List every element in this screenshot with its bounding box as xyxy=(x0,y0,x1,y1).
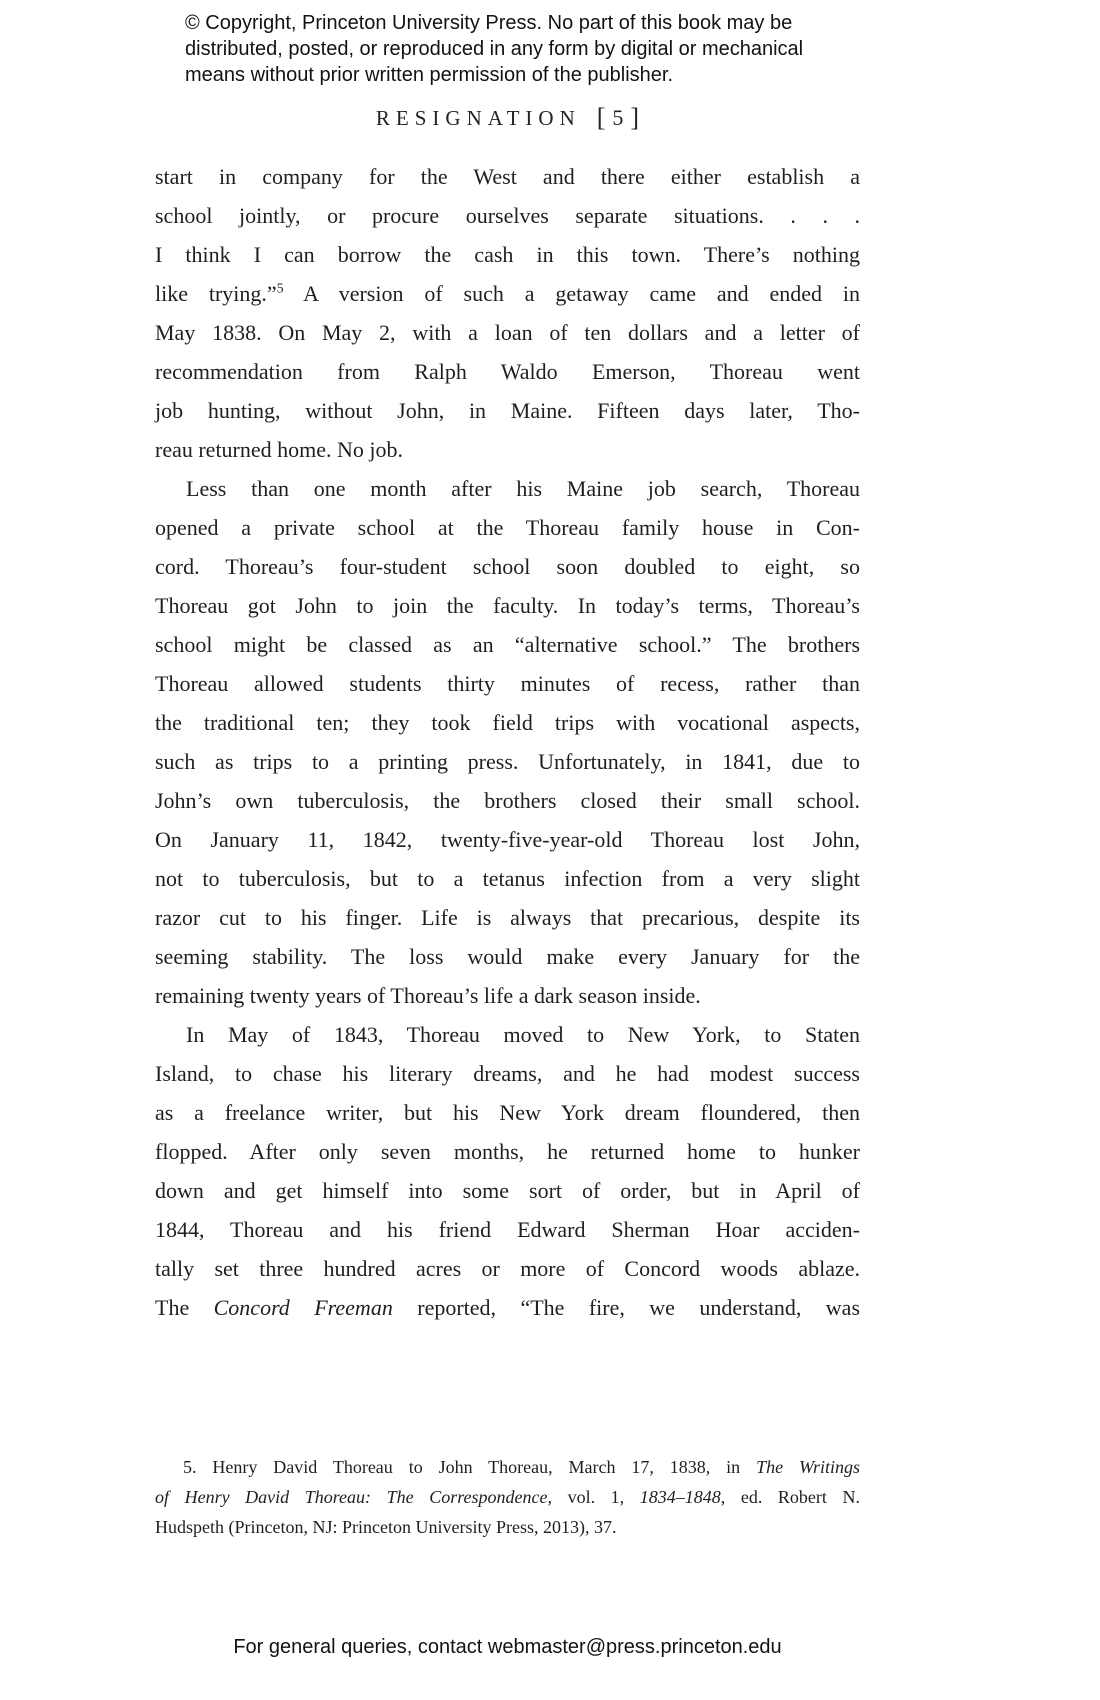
footer-text: For general queries, contact webmaster@press.princeton.edu xyxy=(233,1636,782,1658)
text-line: reau returned home. No job. xyxy=(155,437,404,462)
text-line: © Copyright, Princeton University Press. No part of this book may be xyxy=(185,12,793,34)
text-line: down and get himself into some sort of order, but in April of xyxy=(155,1178,860,1203)
paragraph xyxy=(155,1452,860,1542)
text-line: Thoreau got John to join the faculty. In today’s terms, Thoreau’s xyxy=(155,593,860,618)
paragraph xyxy=(185,10,865,88)
paragraph xyxy=(155,469,860,1015)
text-line: razor cut to his finger. Life is always that precarious, despite its xyxy=(155,905,860,930)
text-line: not to tuberculosis, but to a tetanus infection from a very slight xyxy=(155,866,860,891)
page-number: 5 xyxy=(612,105,624,130)
paragraph xyxy=(155,1015,860,1327)
text-line: recommendation from Ralph Waldo Emerson, Thoreau went xyxy=(155,359,860,384)
running-head xyxy=(155,102,860,132)
text-line: school jointly, or procure ourselves separate situations. . . . xyxy=(155,203,860,228)
close-bracket: ] xyxy=(630,103,640,132)
copyright-notice xyxy=(185,10,865,88)
text-line: Island, to chase his literary dreams, and he had modest success xyxy=(155,1061,860,1086)
text-line: The Concord Freeman reported, “The fire, we understand, was xyxy=(155,1295,860,1320)
footer xyxy=(155,1636,860,1659)
text-line: In May of 1843, Thoreau moved to New York, to Staten xyxy=(186,1022,860,1047)
text-line: remaining twenty years of Thoreau’s life a dark season inside. xyxy=(155,983,701,1008)
text-line: like trying.”$^5$ A version of such a getaway came and ended in xyxy=(155,280,860,306)
text-line: school might be classed as an “alternative school.” The brothers xyxy=(155,632,860,657)
text-line: tally set three hundred acres or more of Concord woods ablaze. xyxy=(155,1256,860,1281)
text-line: On January 11, 1842, twenty-five-year-old Thoreau lost John, xyxy=(155,827,860,852)
text-line: such as trips to a printing press. Unfortunately, in 1841, due to xyxy=(155,749,860,774)
open-bracket: [ xyxy=(596,103,606,132)
text-line: means without prior written permission of the publisher. xyxy=(185,64,674,86)
text-line: job hunting, without John, in Maine. Fifteen days later, Tho- xyxy=(155,398,860,423)
text-line: I think I can borrow the cash in this town. There’s nothing xyxy=(155,242,860,267)
text-line: distributed, posted, or reproduced in any form by digital or mechanical xyxy=(185,38,804,60)
text-line: 5. Henry David Thoreau to John Thoreau, March 17, 1838, in The Writings xyxy=(183,1457,861,1477)
text-line: as a freelance writer, but his New York dream floundered, then xyxy=(155,1100,860,1125)
text-line: seeming stability. The loss would make every January for the xyxy=(155,944,860,969)
text-line: 1844, Thoreau and his friend Edward Sherman Hoar acciden- xyxy=(155,1217,860,1242)
text-line: flopped. After only seven months, he returned home to hunker xyxy=(155,1139,860,1164)
chapter-title: RESIGNATION xyxy=(375,106,581,130)
text-line: opened a private school at the Thoreau family house in Con- xyxy=(155,515,860,540)
paragraph xyxy=(155,157,860,469)
footnote xyxy=(155,1452,860,1542)
body-text xyxy=(155,157,860,1327)
text-line: cord. Thoreau’s four-student school soon doubled to eight, so xyxy=(155,554,860,579)
text-line: start in company for the West and there either establish a xyxy=(155,164,860,189)
text-line: John’s own tuberculosis, the brothers closed their small school. xyxy=(155,788,860,813)
text-line: Hudspeth (Princeton, NJ: Princeton University Press, 2013), 37. xyxy=(155,1517,617,1537)
text-line: of Henry David Thoreau: The Correspondence, vol. 1, 1834–1848, ed. Robert N. xyxy=(155,1487,860,1507)
text-line: May 1838. On May 2, with a loan of ten dollars and a letter of xyxy=(155,320,860,345)
text-line: the traditional ten; they took field trips with vocational aspects, xyxy=(155,710,860,735)
text-line: Less than one month after his Maine job search, Thoreau xyxy=(186,476,860,501)
text-line: Thoreau allowed students thirty minutes of recess, rather than xyxy=(155,671,860,696)
